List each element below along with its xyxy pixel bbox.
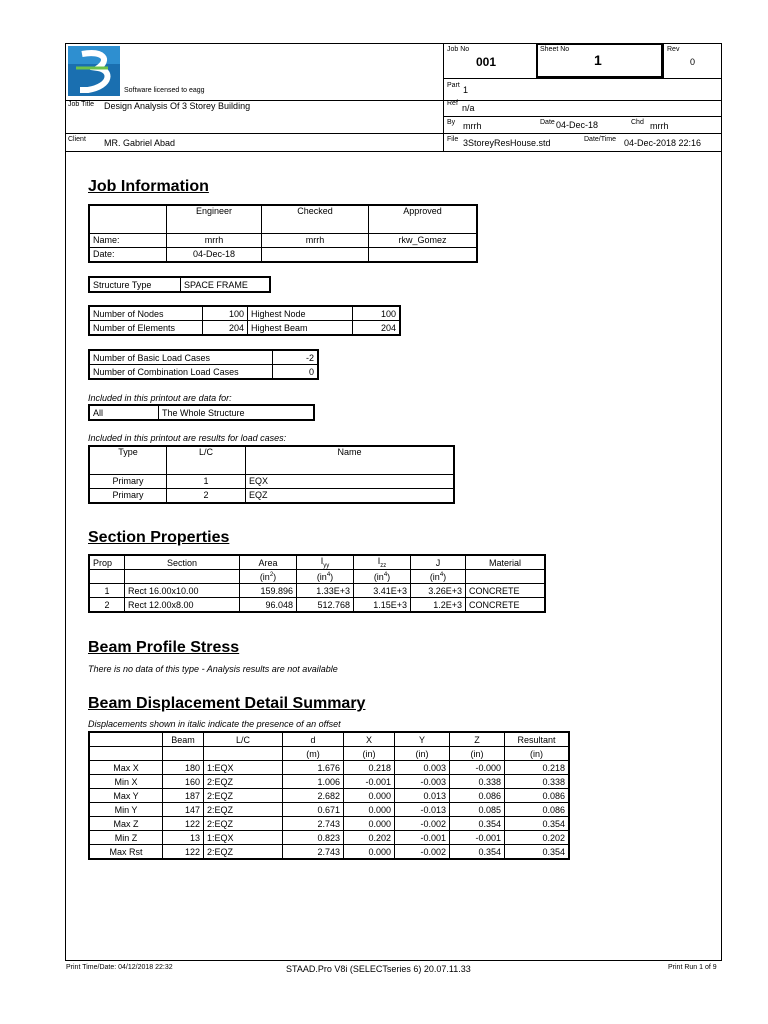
disp-z: 0.086 (450, 789, 505, 803)
sec-unit (466, 570, 546, 584)
header-divider (65, 133, 722, 134)
sec-unit-j: $(in^4)$ (411, 570, 466, 584)
disp-y: 0.003 (395, 761, 450, 775)
rev: 0 (690, 57, 696, 67)
disp-note: Displacements shown in italic indicate the presence of an offset (88, 719, 341, 729)
sheet-no-label: Sheet No (540, 46, 570, 53)
disp-lc: 2:EQZ (204, 775, 283, 789)
disp-y: -0.002 (395, 845, 450, 860)
disp-heading: Beam Displacement Detail Summary (88, 695, 366, 712)
job-title: Design Analysis Of 3 Storey Building (104, 101, 251, 111)
disp-col-beam: Beam (163, 732, 204, 747)
disp-body (89, 761, 569, 860)
sec-material: CONCRETE (466, 598, 546, 613)
table-row (89, 761, 569, 775)
table-row (89, 598, 545, 613)
job-info-heading: Job Information (88, 178, 209, 195)
disp-d: 2.682 (283, 789, 344, 803)
nodes: 100 (203, 306, 248, 321)
lc-type: Primary (89, 474, 167, 488)
disp-lc: 2:EQZ (204, 803, 283, 817)
disp-lc: 2:EQZ (204, 845, 283, 860)
elements-label: Number of Elements (89, 321, 203, 336)
disp-y: -0.001 (395, 831, 450, 845)
disp-z: 0.354 (450, 845, 505, 860)
header-divider (663, 43, 664, 78)
disp-beam: 160 (163, 775, 204, 789)
beam-stress-heading: Beam Profile Stress (88, 639, 240, 656)
lc-number: 2 (167, 488, 246, 503)
included-data-table (88, 404, 315, 421)
lc-name: EQX (246, 474, 455, 488)
sec-area: 159.896 (240, 584, 297, 598)
disp-resultant: 0.354 (505, 817, 570, 831)
sec-col-iyy: $I_{yy}$ (297, 555, 354, 570)
disp-unit-y: (in) (395, 747, 450, 761)
chd-label: Chd (631, 119, 644, 126)
sec-col-material: Material (466, 555, 546, 570)
lc-col-lc: L/C (167, 446, 246, 474)
disp-resultant: 0.086 (505, 789, 570, 803)
job-info-table (88, 204, 478, 263)
disp-d: 0.823 (283, 831, 344, 845)
datetime-label: Date/Time (584, 136, 617, 143)
lc-col-name: Name (246, 446, 455, 474)
highest-beam: 204 (353, 321, 401, 336)
job-title-label: Job Title (68, 101, 95, 108)
disp-x: 0.202 (344, 831, 395, 845)
disp-resultant: 0.354 (505, 845, 570, 860)
footer-program: STAAD.Pro V8i (SELECTseries 6) 20.07.11.33 (286, 964, 471, 974)
lc-type: Primary (89, 488, 167, 503)
basic-lc-label: Number of Basic Load Cases (89, 350, 273, 365)
disp-beam: 122 (163, 817, 204, 831)
structure-type-label: Structure Type (89, 277, 181, 292)
structure-type: SPACE FRAME (181, 277, 271, 292)
disp-y: -0.013 (395, 803, 450, 817)
disp-beam: 122 (163, 845, 204, 860)
date-label: Date (540, 119, 555, 126)
name-label: Name: (89, 233, 167, 247)
disp-x: 0.218 (344, 761, 395, 775)
included-results-label: Included in this printout are results for load cases: (88, 433, 287, 443)
disp-beam: 13 (163, 831, 204, 845)
comb-lc-label: Number of Combination Load Cases (89, 365, 273, 380)
table-row (89, 488, 454, 503)
ref-label: Ref (447, 100, 458, 107)
disp-d: 1.006 (283, 775, 344, 789)
disp-resultant: 0.202 (505, 831, 570, 845)
disp-y: -0.003 (395, 775, 450, 789)
sec-col-izz: $I_{zz}$ (354, 555, 411, 570)
approved-date (369, 247, 478, 262)
disp-col-resultant: Resultant (505, 732, 570, 747)
table-row (89, 803, 569, 817)
header-divider (443, 43, 444, 151)
disp-x: 0.000 (344, 817, 395, 831)
comb-lc: 0 (273, 365, 319, 380)
load-case-count-table (88, 349, 319, 380)
sec-iyy: 1.33E+3 (297, 584, 354, 598)
sec-col-section: Section (125, 555, 240, 570)
disp-unit (163, 747, 204, 761)
header-divider (443, 78, 722, 79)
table-row (89, 584, 545, 598)
disp-z: 0.085 (450, 803, 505, 817)
disp-z: -0.000 (450, 761, 505, 775)
disp-d: 2.743 (283, 845, 344, 860)
footer-print-run: Print Run 1 of 9 (668, 964, 717, 971)
disp-col-x: X (344, 732, 395, 747)
sec-unit (89, 570, 125, 584)
disp-unit (204, 747, 283, 761)
disp-x: -0.001 (344, 775, 395, 789)
sec-prop: 2 (89, 598, 125, 613)
highest-node-label: Highest Node (248, 306, 353, 321)
disp-label: Max Z (89, 817, 163, 831)
disp-z: 0.354 (450, 817, 505, 831)
date-row-label: Date: (89, 247, 167, 262)
disp-x: 0.000 (344, 845, 395, 860)
disp-y: 0.013 (395, 789, 450, 803)
disp-d: 1.676 (283, 761, 344, 775)
section-table (88, 554, 546, 613)
rev-label: Rev (667, 46, 680, 53)
disp-label: Min Z (89, 831, 163, 845)
disp-z: -0.001 (450, 831, 505, 845)
disp-resultant: 0.086 (505, 803, 570, 817)
disp-unit-x: (in) (344, 747, 395, 761)
disp-resultant: 0.218 (505, 761, 570, 775)
sec-j: 1.2E+3 (411, 598, 466, 613)
included-all: All (89, 405, 159, 420)
disp-lc: 1:EQX (204, 831, 283, 845)
disp-y: -0.002 (395, 817, 450, 831)
footer-print-time: Print Time/Date: 04/12/2018 22:32 (66, 964, 173, 971)
table-row (89, 831, 569, 845)
sec-iyy: 512.768 (297, 598, 354, 613)
elements: 204 (203, 321, 248, 336)
disp-label: Max Rst (89, 845, 163, 860)
ref: n/a (462, 103, 475, 113)
sec-col-j: J (411, 555, 466, 570)
sec-section: Rect 16.00x10.00 (125, 584, 240, 598)
client: MR. Gabriel Abad (104, 138, 176, 148)
disp-label: Max X (89, 761, 163, 775)
table-row (89, 474, 454, 488)
col-engineer: Engineer (167, 205, 262, 233)
disp-unit-d: (m) (283, 747, 344, 761)
table-row (89, 845, 569, 860)
part: 1 (463, 85, 469, 95)
sec-section: Rect 12.00x8.00 (125, 598, 240, 613)
disp-label: Max Y (89, 789, 163, 803)
table-row (89, 789, 569, 803)
sec-col-prop: Prop (89, 555, 125, 570)
disp-col-d: d (283, 732, 344, 747)
structure-type-table (88, 276, 271, 293)
disp-d: 2.743 (283, 817, 344, 831)
engineer-date: 04-Dec-18 (167, 247, 262, 262)
highest-node: 100 (353, 306, 401, 321)
header-divider (65, 151, 722, 152)
file: 3StoreyResHouse.std (463, 138, 551, 148)
lc-col-type: Type (89, 446, 167, 474)
sec-unit (125, 570, 240, 584)
sec-col-area: Area (240, 555, 297, 570)
disp-z: 0.338 (450, 775, 505, 789)
counts-table (88, 305, 401, 336)
table-row (89, 775, 569, 789)
disp-x: 0.000 (344, 789, 395, 803)
disp-beam: 147 (163, 803, 204, 817)
bentley-logo (68, 46, 120, 96)
included-whole: The Whole Structure (159, 405, 315, 420)
sec-j: 3.26E+3 (411, 584, 466, 598)
basic-lc: -2 (273, 350, 319, 365)
disp-beam: 187 (163, 789, 204, 803)
client-label: Client (68, 136, 86, 143)
col-checked: Checked (262, 205, 369, 233)
sec-area: 96.048 (240, 598, 297, 613)
disp-resultant: 0.338 (505, 775, 570, 789)
checked-date (262, 247, 369, 262)
disp-col-z: Z (450, 732, 505, 747)
table-row (89, 817, 569, 831)
sec-izz: 3.41E+3 (354, 584, 411, 598)
datetime: 04-Dec-2018 22:16 (624, 138, 702, 148)
disp-col-lc: L/C (204, 732, 283, 747)
sec-unit-area: $(in^2)$ (240, 570, 297, 584)
disp-table (88, 731, 570, 860)
included-data-label: Included in this printout are data for: (88, 393, 232, 403)
nodes-label: Number of Nodes (89, 306, 203, 321)
lc-name: EQZ (246, 488, 455, 503)
license-text: Software licensed to eagg (124, 87, 205, 94)
lc-number: 1 (167, 474, 246, 488)
col-approved: Approved (369, 205, 478, 233)
load-case-table (88, 445, 455, 504)
by: mrrh (463, 121, 482, 131)
sec-prop: 1 (89, 584, 125, 598)
disp-unit-z: (in) (450, 747, 505, 761)
highest-beam-label: Highest Beam (248, 321, 353, 336)
chd: mrrh (650, 121, 669, 131)
job-info-corner (89, 205, 167, 233)
disp-d: 0.671 (283, 803, 344, 817)
disp-lc: 2:EQZ (204, 789, 283, 803)
date: 04-Dec-18 (556, 120, 599, 130)
section-heading: Section Properties (88, 529, 230, 546)
job-no: 001 (476, 55, 497, 69)
job-no-label: Job No (447, 46, 470, 53)
beam-stress-note: There is no data of this type - Analysis results are not available (88, 664, 338, 674)
sec-unit-izz: $(in^4)$ (354, 570, 411, 584)
disp-beam: 180 (163, 761, 204, 775)
disp-x: 0.000 (344, 803, 395, 817)
engineer-name: mrrh (167, 233, 262, 247)
sec-unit-iyy: $(in^4)$ (297, 570, 354, 584)
by-label: By (447, 119, 456, 126)
sheet-no: 1 (594, 52, 602, 68)
header-divider (443, 116, 722, 117)
sec-material: CONCRETE (466, 584, 546, 598)
disp-label: Min X (89, 775, 163, 789)
disp-lc: 1:EQX (204, 761, 283, 775)
disp-col (89, 732, 163, 747)
disp-label: Min Y (89, 803, 163, 817)
checked-name: mrrh (262, 233, 369, 247)
part-label: Part (447, 82, 460, 89)
sec-izz: 1.15E+3 (354, 598, 411, 613)
disp-unit (89, 747, 163, 761)
approved-name: rkw_Gomez (369, 233, 478, 247)
file-label: File (447, 136, 459, 143)
disp-lc: 2:EQZ (204, 817, 283, 831)
disp-col-y: Y (395, 732, 450, 747)
disp-unit-resultant: (in) (505, 747, 570, 761)
